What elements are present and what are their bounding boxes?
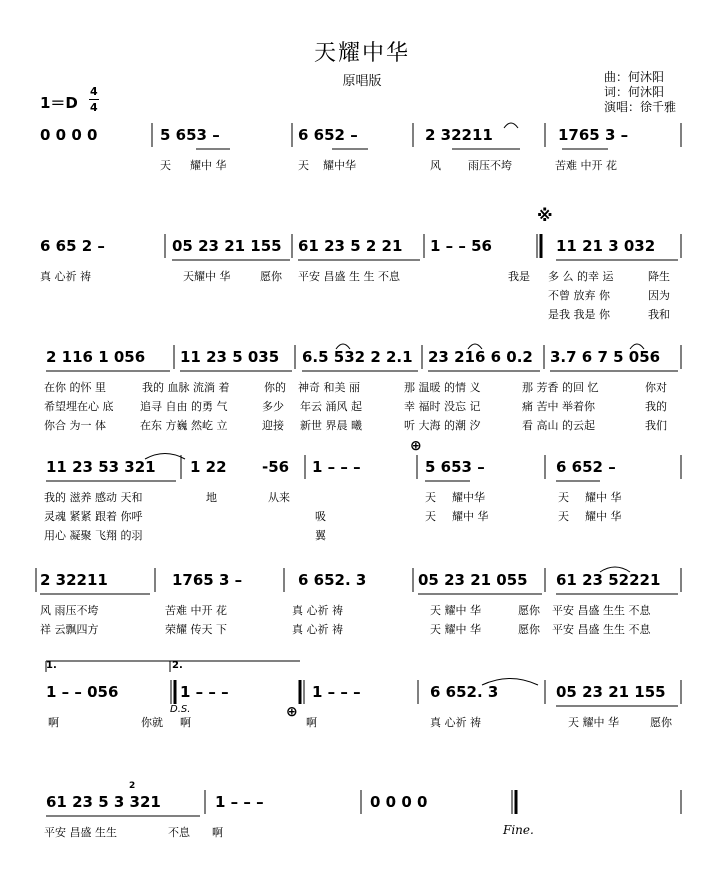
lyric-text: 我的: [645, 400, 667, 413]
lyric-text: 从来: [268, 491, 290, 504]
lyric-text: 我的 滋养 感动 天和: [44, 491, 143, 504]
lyric-text: 苦难 中开 花: [555, 159, 617, 172]
lyric-text: 我和: [648, 308, 670, 321]
note-measure: 1765 3 –: [558, 126, 629, 144]
note-measure: 6.5 532 2 2.1: [302, 348, 413, 366]
singer-credit: 演唱：徐千雅: [604, 100, 677, 114]
note-measure: 6 652 –: [298, 126, 358, 144]
lyric-text: 耀中 华: [452, 510, 489, 523]
note-measure: 05 23 21 155: [556, 683, 666, 701]
song-subtitle: 原唱版: [342, 74, 382, 89]
note-measure: 11 23 53 321: [46, 458, 156, 476]
note-measure: 2 32211: [40, 571, 108, 589]
lyric-text: 天: [298, 159, 309, 172]
lyric-text: 愿你: [518, 623, 540, 636]
lyric-text: 我们: [645, 419, 667, 432]
note-measure: 1 – – 056: [46, 683, 119, 701]
note-measure: 6 652 –: [556, 458, 616, 476]
fine-mark: Fine.: [503, 823, 534, 837]
note-measure: 61 23 52221: [556, 571, 661, 589]
lyric-text: 地: [206, 491, 217, 504]
lyric-text: 不息: [168, 826, 190, 839]
lyric-text: 你的: [264, 381, 286, 394]
lyric-text: 天: [425, 491, 436, 504]
note-measure: 11 23 5 035: [180, 348, 280, 366]
lyric-text: 啊: [48, 716, 59, 729]
lyric-text: 天耀中 华: [183, 270, 231, 283]
lyric-text: 你对: [645, 381, 667, 394]
lyric-text: 耀中 华: [585, 491, 622, 504]
lyric-text: 风 雨压不垮: [40, 604, 99, 617]
lyric-text: 看 高山 的云起: [522, 419, 595, 432]
lyric-text: 在你 的怀 里: [44, 381, 106, 394]
lyric-text: 翼: [315, 529, 326, 542]
note-measure: 61 23 5 3 321: [46, 793, 161, 811]
lyric-text: 多少: [262, 400, 284, 413]
coda-icon-2: ⊕: [286, 704, 298, 720]
lyric-text: 你合 为一 体: [44, 419, 106, 432]
lyric-text: 天 耀中 华: [568, 716, 619, 729]
lyric-text: 真 心祈 祷: [292, 604, 343, 617]
lyric-text: 愿你: [518, 604, 540, 617]
lyric-text: 耀中 华: [190, 159, 227, 172]
lyric-text: 幸 福时 没忘 记: [404, 400, 481, 413]
lyric-text: 风: [430, 159, 441, 172]
lyric-text: 啊: [306, 716, 317, 729]
key-signature: 1＝D: [40, 94, 78, 112]
volta-1-label: 1.: [46, 660, 57, 671]
note-measure: 0 0 0 0: [40, 126, 98, 144]
lyric-text: 天 耀中 华: [430, 604, 481, 617]
lyric-text: 吸: [315, 510, 326, 523]
lyric-text: 真 心祈 祷: [430, 716, 481, 729]
lyric-text: 苦难 中开 花: [165, 604, 227, 617]
lyric-text: 因为: [648, 289, 670, 302]
note-measure: 2 32211: [425, 126, 493, 144]
time-signature-bottom: 4: [90, 101, 98, 114]
lyric-text: 不曾 放弃 你: [548, 289, 610, 302]
lyric-text: 耀中华: [323, 159, 356, 172]
lyric-text: 天 耀中 华: [430, 623, 481, 636]
lyric-text: 新世 界晨 曦: [300, 419, 362, 432]
note-measure: 11 21 3 032: [556, 237, 656, 255]
lyric-text: 平安 昌盛 生生 不息: [552, 623, 651, 636]
lyric-text: 天: [160, 159, 171, 172]
note-measure: 6 652. 3: [430, 683, 499, 701]
lyric-text: 我的 血脉 流淌 着: [142, 381, 230, 394]
coda-icon: ⊕: [410, 438, 422, 454]
note-measure: 5 653 –: [425, 458, 485, 476]
lyric-text: 愿你: [260, 270, 282, 283]
note-measure: 1 – – –: [312, 683, 361, 701]
lyric-text: 灵魂 紧紧 跟着 你呼: [44, 510, 143, 523]
ds-mark: D.S.: [170, 704, 191, 715]
lyric-text: 用心 凝聚 飞翔 的羽: [44, 529, 143, 542]
lyric-text: 平安 昌盛 生生 不息: [552, 604, 651, 617]
time-signature-top: 4: [90, 85, 98, 98]
lyric-text: 那 芳香 的回 忆: [522, 381, 599, 394]
grace-note: 2: [129, 781, 136, 791]
note-measure: 1 – – –: [312, 458, 361, 476]
lyric-text: 愿你: [650, 716, 672, 729]
note-measure: 1 22: [190, 458, 227, 476]
lyric-text: 那 温暖 的情 义: [404, 381, 481, 394]
lyric-text: 多 么 的幸 运: [548, 270, 614, 283]
lyric-text: 平安 昌盛 生生: [44, 826, 117, 839]
lyric-text: 祥 云飘四方: [40, 623, 99, 636]
note-measure: 1 – – –: [180, 683, 229, 701]
note-measure: 0 0 0 0: [370, 793, 428, 811]
note-measure: 05 23 21 155: [172, 237, 282, 255]
lyric-text: 追寻 自由 的勇 气: [140, 400, 228, 413]
lyric-text: 在东 方巍 然屹 立: [140, 419, 228, 432]
volta-2-label: 2.: [172, 660, 183, 671]
lyric-text: 耀中 华: [585, 510, 622, 523]
lyric-text: 年云 涌风 起: [300, 400, 362, 413]
lyric-text: 啊: [212, 826, 223, 839]
lyric-text: 迎接: [262, 419, 284, 432]
note-measure: 2 116 1 056: [46, 348, 146, 366]
lyricist-credit: 词：何沐阳: [604, 85, 665, 99]
lyric-text: 痛 苦中 举着你: [522, 400, 595, 413]
lyric-text: 真 心祈 祷: [40, 270, 91, 283]
lyric-text: 雨压不垮: [468, 159, 512, 172]
note-measure: 1 – – –: [215, 793, 264, 811]
note-measure: -56: [262, 458, 290, 476]
note-measure: 6 652. 3: [298, 571, 367, 589]
lyric-text: 天: [558, 510, 569, 523]
segno-icon: ※: [537, 206, 553, 225]
lyric-text: 耀中华: [452, 491, 485, 504]
note-measure: 6 65 2 –: [40, 237, 105, 255]
note-measure: 1 – – 56: [430, 237, 492, 255]
lyric-text: 是我 我是 你: [548, 308, 610, 321]
note-measure: 23 216 6 0.2: [428, 348, 533, 366]
lyric-text: 啊: [180, 716, 191, 729]
note-measure: 5 653 –: [160, 126, 220, 144]
lyric-text: 真 心祈 祷: [292, 623, 343, 636]
note-measure: 1765 3 –: [172, 571, 243, 589]
note-measure: 61 23 5 2 21: [298, 237, 403, 255]
lyric-text: 听 大海 的潮 汐: [404, 419, 481, 432]
lyric-text: 天: [558, 491, 569, 504]
note-measure: 05 23 21 055: [418, 571, 528, 589]
composer-credit: 曲：何沐阳: [604, 70, 665, 84]
lyric-text: 荣耀 传天 下: [165, 623, 227, 636]
lyric-text: 我是: [508, 270, 530, 283]
lyric-text: 神奇 和美 丽: [298, 381, 360, 394]
lyric-text: 降生: [648, 270, 670, 283]
lyric-text: 你就: [141, 716, 163, 729]
lyric-text: 平安 昌盛 生 生 不息: [298, 270, 400, 283]
lyric-text: 希望埋在心 底: [44, 400, 114, 413]
lyric-text: 天: [425, 510, 436, 523]
song-title: 天耀中华: [313, 41, 410, 66]
note-measure: 3.7 6 7 5 056: [550, 348, 661, 366]
